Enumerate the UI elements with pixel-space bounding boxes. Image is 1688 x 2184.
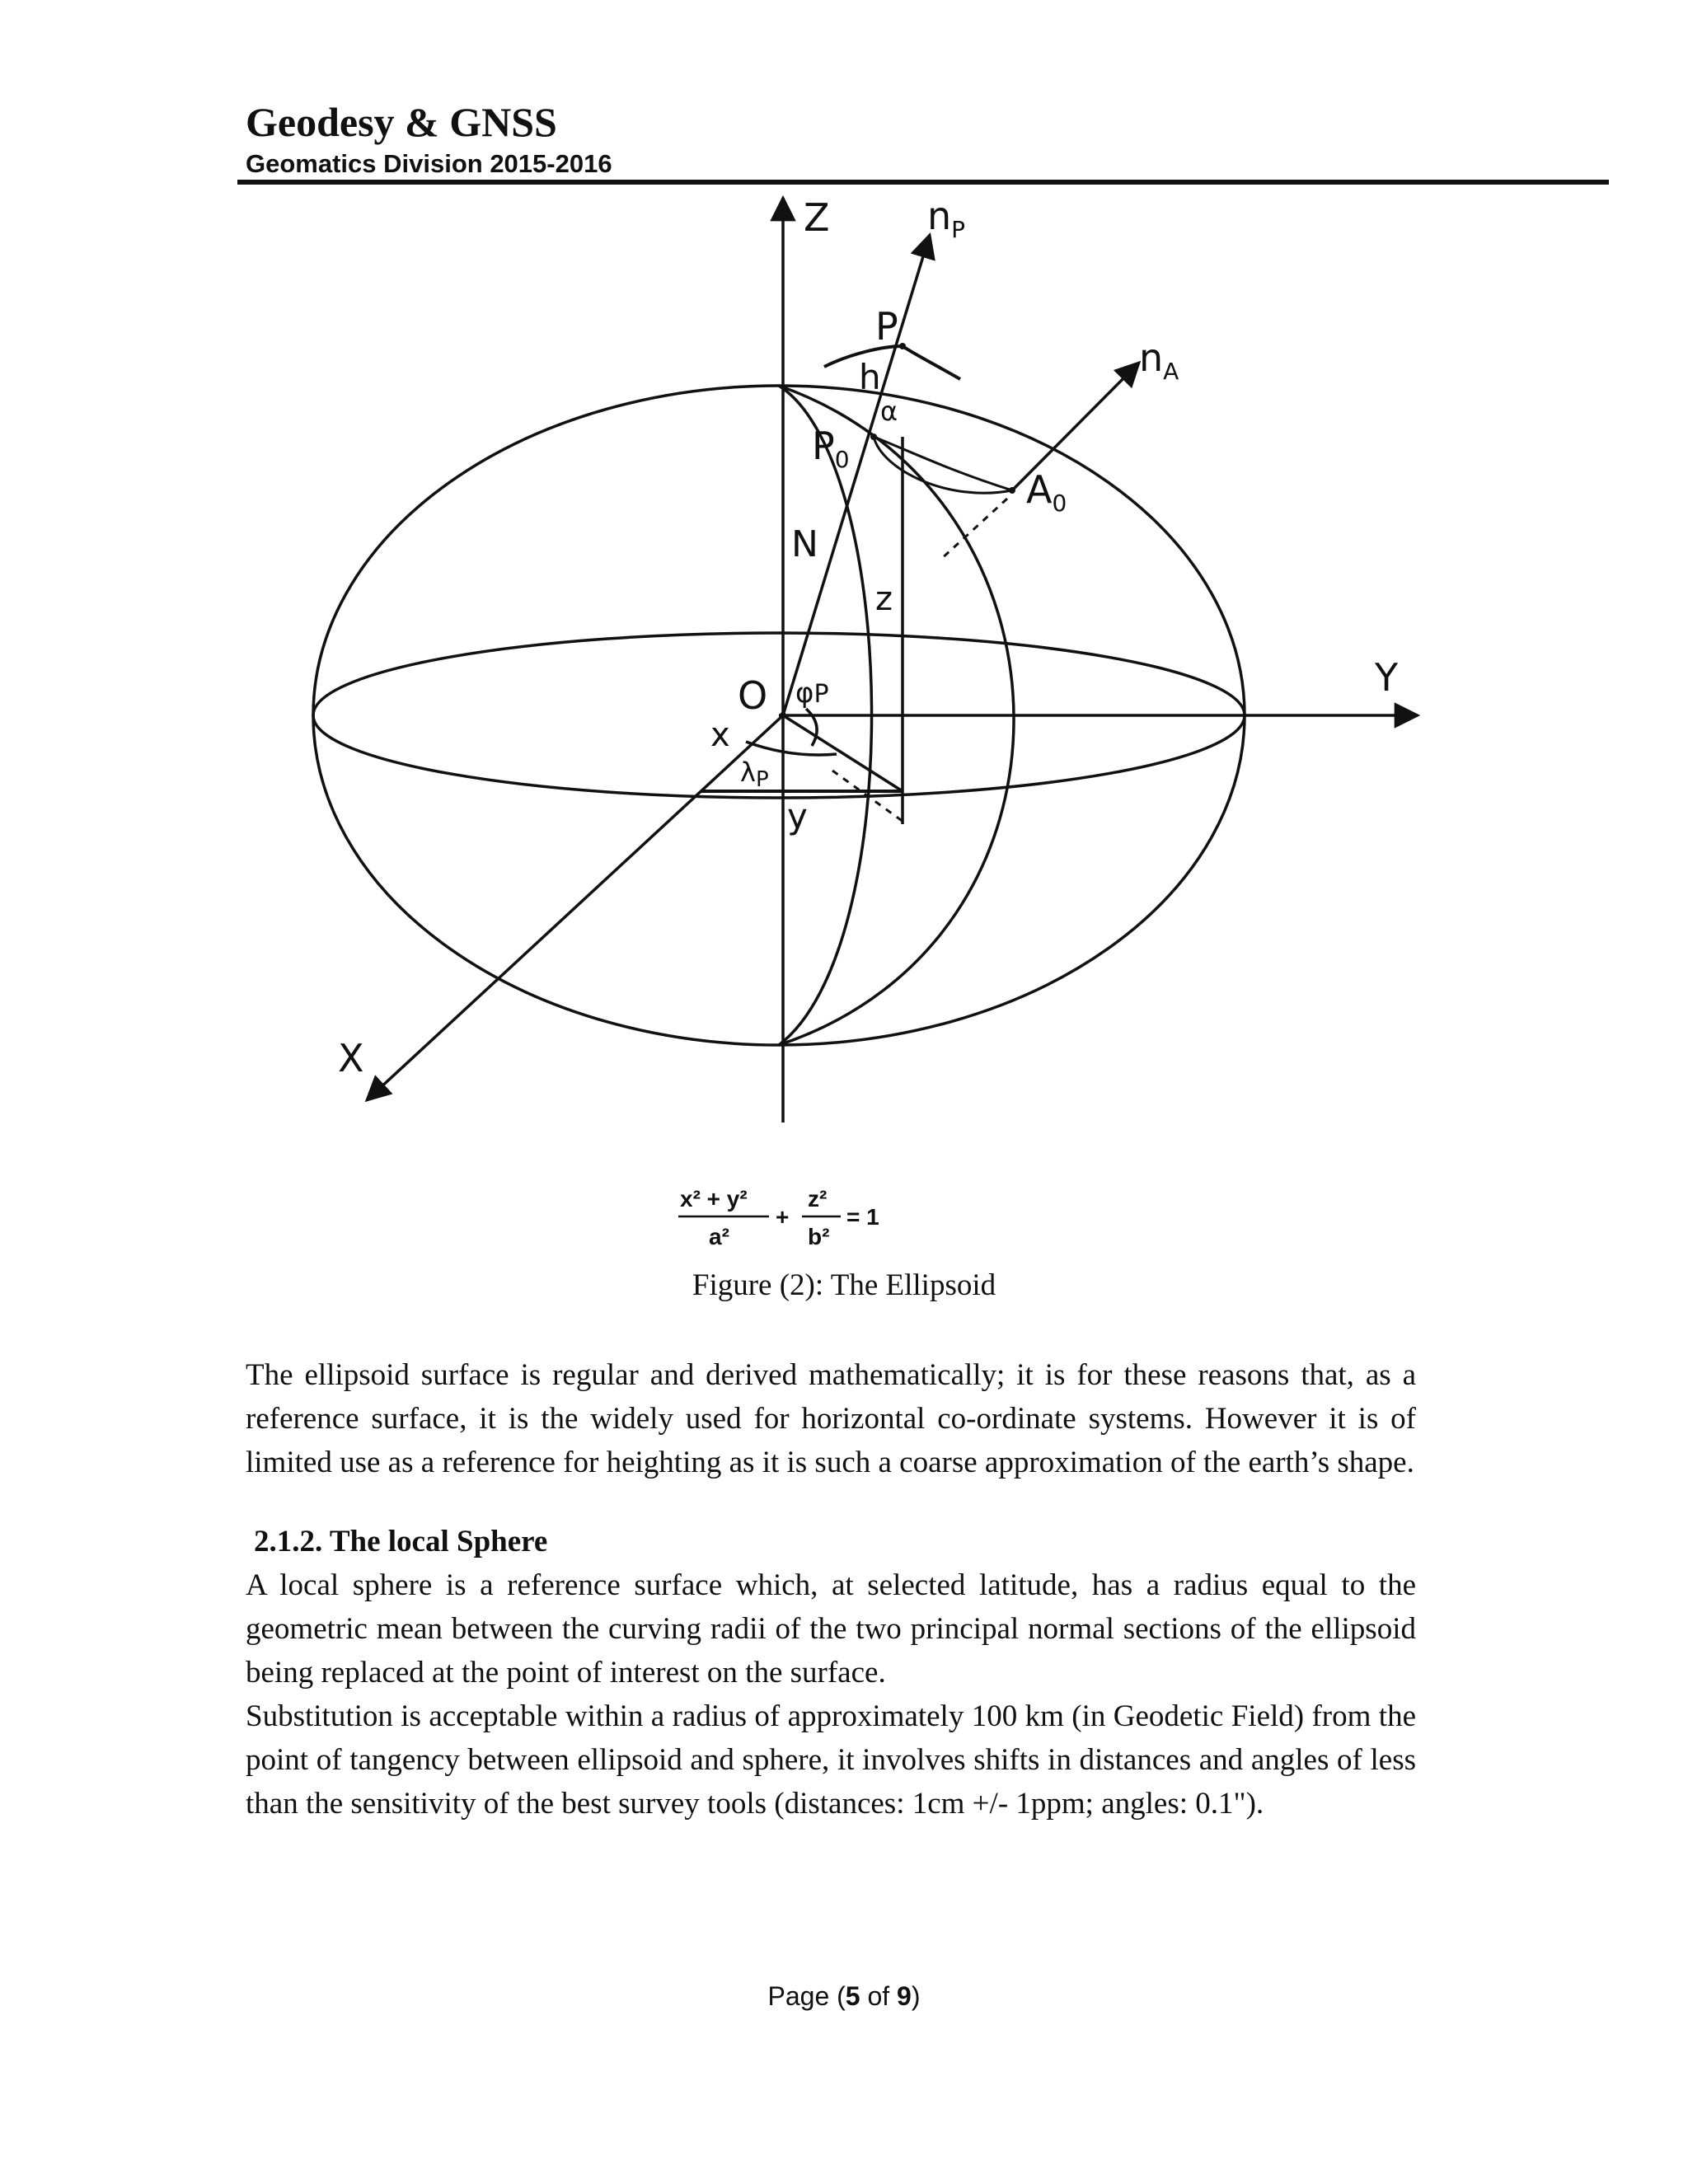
label-alpha: α bbox=[880, 396, 898, 427]
label-lambda bbox=[740, 757, 769, 792]
page-total: 9 bbox=[897, 1981, 912, 2011]
equation-den-right: b² bbox=[808, 1224, 830, 1249]
tangent-plane bbox=[874, 437, 1012, 493]
label-na bbox=[1139, 335, 1179, 385]
equation-plus: + bbox=[776, 1204, 790, 1230]
normal-np bbox=[783, 235, 930, 715]
paragraph-ellipsoid: The ellipsoid surface is regular and derived mathematically; it is for these reasons that, as a reference surface, it is the widely used for horizontal co-ordinate systems. However it is of limited use as a reference for heighting as it is such a coarse approximation of the earth’s shape. bbox=[246, 1358, 1416, 1479]
label-phi-main: φ bbox=[795, 677, 814, 710]
equation-den-left: a² bbox=[709, 1224, 729, 1249]
page-of: of bbox=[860, 1981, 898, 2011]
paragraph-local-sphere: A local sphere is a reference surface which, at selected latitude, has a radius equal to the geometric mean between the curving radii of the two principal normal sections of the ellipsoid being replaced at the point of interest on the surface. bbox=[246, 1568, 1416, 1690]
point-P0 bbox=[870, 434, 877, 440]
header-rule bbox=[237, 180, 1609, 185]
label-z: z bbox=[875, 580, 893, 618]
ellipsoid-equation bbox=[672, 1179, 919, 1261]
label-y: y bbox=[787, 796, 808, 837]
label-A0 bbox=[1026, 467, 1067, 517]
page-suffix: ) bbox=[911, 1981, 921, 2011]
ellipsoid-figure bbox=[0, 190, 1688, 1154]
label-P0 bbox=[812, 424, 850, 473]
label-x: x bbox=[710, 716, 730, 754]
label-Z: Z bbox=[804, 195, 830, 240]
label-O: O bbox=[738, 673, 768, 718]
lambda-arc bbox=[746, 742, 837, 755]
point-P bbox=[899, 343, 906, 349]
page-number bbox=[0, 1980, 1688, 2013]
figure-caption: Figure (2): The Ellipsoid bbox=[692, 1268, 996, 1302]
point-O bbox=[780, 712, 786, 719]
label-A0-main: A bbox=[1026, 467, 1053, 512]
label-na-main: n bbox=[1139, 335, 1164, 380]
document-title: Geodesy & GNSS bbox=[246, 99, 557, 145]
label-N: N bbox=[791, 523, 818, 565]
label-np-main: n bbox=[927, 194, 952, 238]
page-current: 5 bbox=[845, 1981, 860, 2011]
label-lambda-sub: P bbox=[755, 767, 769, 792]
label-P0-main: P bbox=[812, 424, 835, 468]
label-P: P bbox=[875, 304, 898, 349]
label-np-sub: P bbox=[951, 216, 966, 243]
label-P0-sub: 0 bbox=[834, 446, 850, 473]
label-np bbox=[927, 194, 965, 243]
equation-num-left: x² + y² bbox=[680, 1186, 748, 1212]
label-phi-sub: P bbox=[814, 680, 829, 709]
label-phi bbox=[795, 677, 829, 710]
label-lambda-main: λ bbox=[740, 757, 756, 788]
section-heading-local-sphere: 2.1.2. The local Sphere bbox=[254, 1525, 548, 1558]
point-A0 bbox=[1009, 487, 1015, 494]
label-A0-sub: 0 bbox=[1052, 490, 1067, 517]
document-subtitle: Geomatics Division 2015-2016 bbox=[246, 149, 612, 178]
label-h: h bbox=[859, 357, 881, 397]
equation-num-right: z² bbox=[808, 1186, 828, 1212]
paragraph-substitution: Substitution is acceptable within a radius of approximately 100 km (in Geodetic Field) from the point of tangency between ellipsoid and sphere, it involves shifts in distances and angles of less than the sensitivity of the best survey tools (distances: 1cm +/- 1ppm; angles: 0.1"). bbox=[246, 1699, 1416, 1821]
page-prefix: Page ( bbox=[767, 1981, 846, 2011]
label-na-sub: A bbox=[1163, 358, 1179, 385]
label-X: X bbox=[338, 1036, 364, 1080]
label-Y: Y bbox=[1375, 655, 1399, 700]
equation-rhs: = 1 bbox=[846, 1204, 879, 1230]
